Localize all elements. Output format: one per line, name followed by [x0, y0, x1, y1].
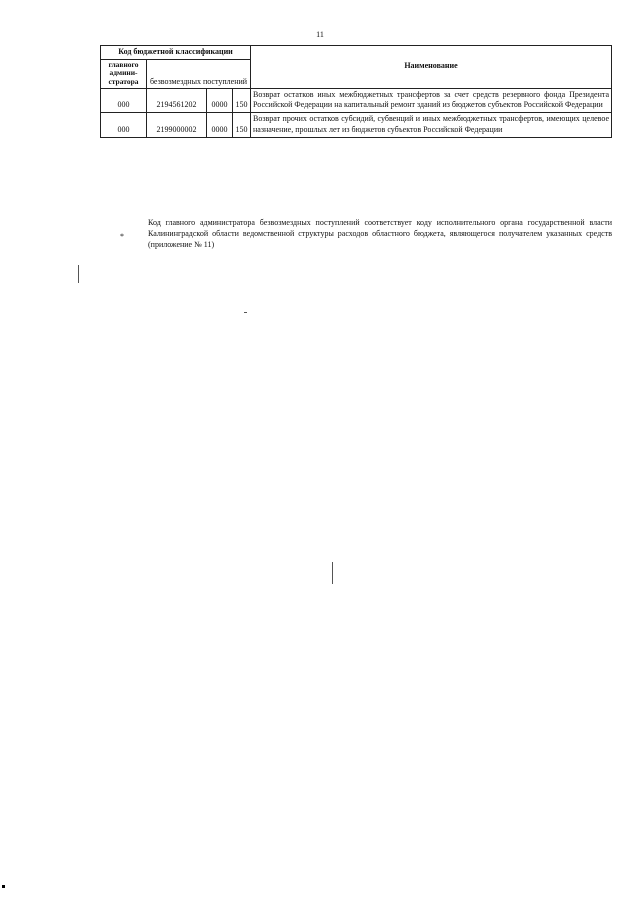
kind-code-cell: 150 — [233, 113, 251, 138]
name-cell: Возврат прочих остатков субсидий, субвенций и иных межбюджетных трансфертов, имеющих целевое назначение, прошлых лет из бюджетов субъектов Российской Федерации — [251, 113, 612, 138]
scan-artifact-dot — [244, 312, 247, 313]
kind-code-cell: 150 — [233, 88, 251, 113]
footnote-text: Код главного администратора безвозмездных поступлений соответствует коду исполнительного органа государственной власти Калининградской области ведомственной структуры расходов областного бюджета, являющегося получателем указанных средств (приложение № 11) — [148, 218, 612, 249]
program-code-cell: 0000 — [207, 113, 233, 138]
header-revenue: безвозмездных поступлений — [147, 59, 251, 88]
name-cell: Возврат остатков иных межбюджетных трансфертов за счет средств резервного фонда Президента Российской Федерации на капитальный ремонт зданий из бюджетов субъектов Российской Федерации — [251, 88, 612, 113]
budget-classification-table — [100, 45, 612, 138]
header-budget-classification: Код бюджетной классификации — [101, 46, 251, 60]
header-admin: главного админи-стратора — [101, 59, 147, 88]
header-name: Наименование — [251, 46, 612, 89]
scan-artifact-line — [332, 562, 333, 584]
admin-code-cell: 000 — [101, 113, 147, 138]
scan-artifact-line — [78, 265, 79, 283]
program-code-cell: 0000 — [207, 88, 233, 113]
table-row — [101, 113, 612, 138]
revenue-code-cell: 2199000002 — [147, 113, 207, 138]
table-row — [101, 88, 612, 113]
footnote — [120, 218, 612, 250]
revenue-code-cell: 2194561202 — [147, 88, 207, 113]
admin-code-cell: 000 — [101, 88, 147, 113]
page-number: 11 — [316, 30, 324, 39]
scan-artifact-dot — [2, 885, 5, 888]
table-header-row — [101, 46, 612, 60]
footnote-marker: * — [120, 232, 124, 241]
